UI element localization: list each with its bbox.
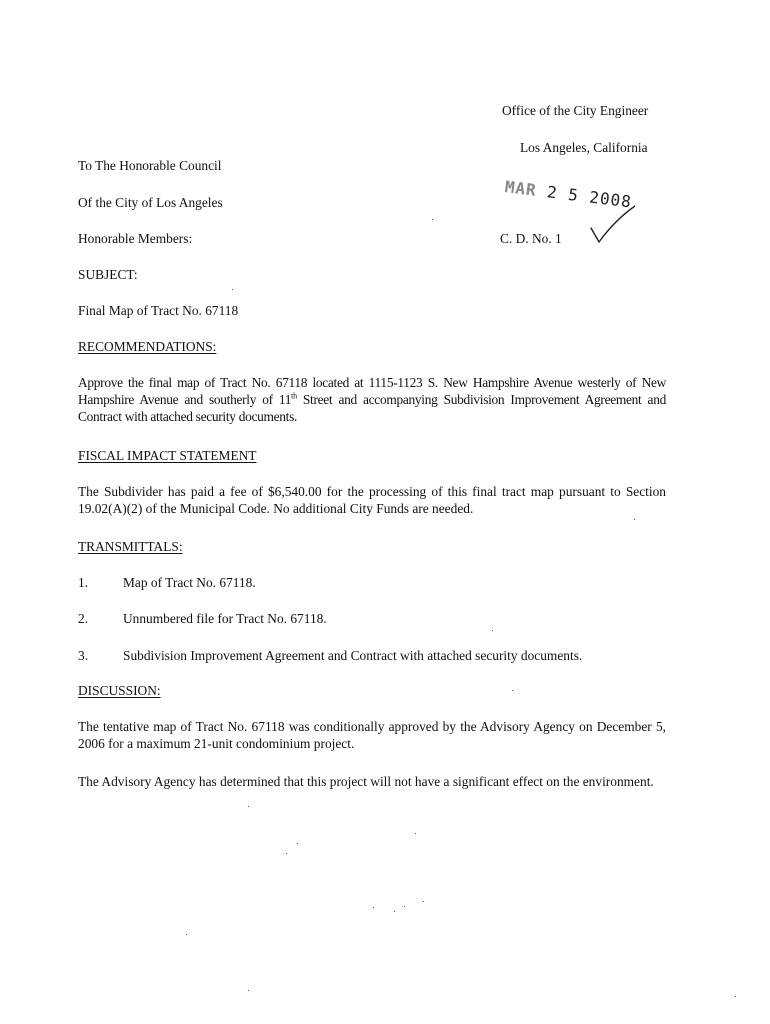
fiscal-impact-heading: FISCAL IMPACT STATEMENT [78, 448, 257, 463]
scan-speck [432, 219, 433, 220]
transmittal-number: 3. [78, 648, 89, 663]
scan-speck [286, 853, 287, 854]
scan-speck [404, 906, 405, 907]
scan-speck [415, 833, 416, 834]
recommendations-body: Approve the final map of Tract No. 67118 located at 1115-1123 S. New Hampshire Avenue westerly of New Hampshire Avenue and southerly of 11th Street and accompanying Subdivision Improvement Agreement and Contract with attached security documents. [78, 375, 666, 424]
subject-heading: SUBJECT: [78, 267, 138, 282]
fiscal-impact-body: The Subdivider has paid a fee of $6,540.00 for the processing of this final tract map pursuant to Section 19.02(A)(2) of the Municipal Code. No additional City Funds are needed. [78, 484, 666, 516]
transmittal-item: Unnumbered file for Tract No. 67118. [123, 611, 327, 626]
discussion-paragraph-2: The Advisory Agency has determined that this project will not have a significant effect on the environment. [78, 774, 654, 789]
stamp-month: MAR [503, 177, 538, 200]
stamp-year: 2008 [588, 187, 633, 212]
discussion-paragraph-1: The tentative map of Tract No. 67118 was conditionally approved by the Advisory Agency on December 5, 2006 for a maximum 21-unit condominium project. [78, 719, 666, 751]
discussion-heading: DISCUSSION: [78, 683, 161, 698]
addressee-line-1: To The Honorable Council [78, 158, 222, 173]
stamp-day: 2 5 [546, 182, 581, 206]
scan-speck [492, 630, 493, 631]
scan-speck [512, 690, 513, 691]
transmittal-number: 1. [78, 575, 89, 590]
transmittals-heading: TRANSMITTALS: [78, 539, 183, 554]
council-district: C. D. No. 1 [500, 231, 562, 246]
scan-speck [297, 843, 298, 844]
scan-speck [423, 901, 424, 902]
subject-text: Final Map of Tract No. 67118 [78, 303, 239, 318]
addressee-line-2: Of the City of Los Angeles [78, 195, 223, 210]
checkmark-icon [585, 200, 635, 250]
scan-speck [373, 907, 374, 908]
scan-speck [634, 519, 635, 520]
scan-speck [394, 911, 395, 912]
transmittal-item: Subdivision Improvement Agreement and Contract with attached security documents. [123, 648, 583, 663]
transmittal-number: 2. [78, 611, 89, 626]
salutation: Honorable Members: [78, 231, 193, 246]
scan-speck [248, 990, 249, 991]
scan-speck [735, 996, 736, 997]
recommendations-heading: RECOMMENDATIONS: [78, 339, 217, 354]
transmittal-item: Map of Tract No. 67118. [123, 575, 256, 590]
office-name: Office of the City Engineer [502, 103, 649, 118]
scan-speck [232, 289, 233, 290]
office-location: Los Angeles, California [520, 140, 648, 155]
scan-speck [186, 934, 187, 935]
scan-speck [248, 806, 249, 807]
